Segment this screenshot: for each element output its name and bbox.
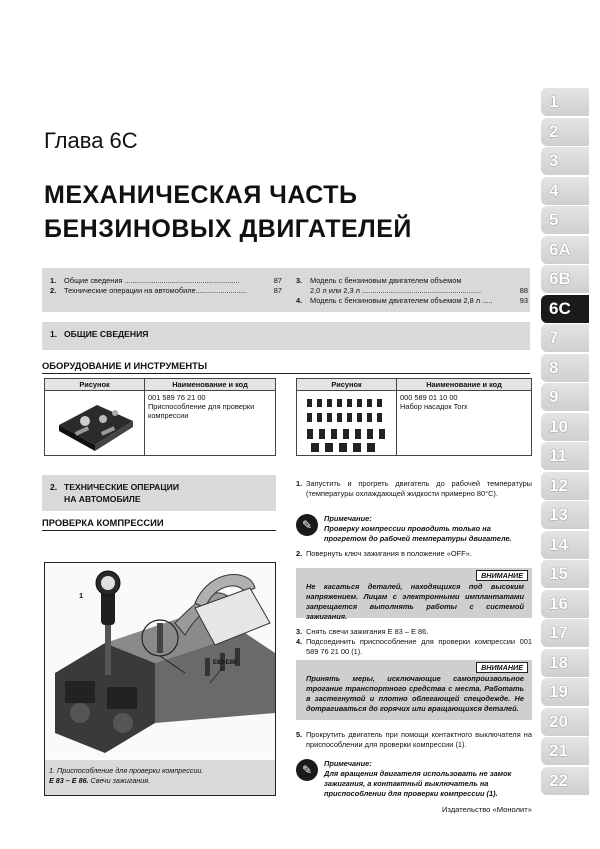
toc-text: Технические операции на автомобиле.........................	[64, 286, 247, 295]
step-text: Подсоединить приспособление для проверки компрессии 001 589 76 21 00 (1).	[306, 637, 532, 656]
page-title	[44, 178, 412, 246]
table-row	[45, 391, 275, 455]
step-number: 2.	[296, 549, 303, 558]
figure-label-1: 1	[79, 591, 84, 600]
toc-num	[296, 286, 310, 296]
torx-bit-set-image	[297, 391, 397, 455]
tab-12[interactable]: 12	[541, 472, 589, 500]
tool-description	[397, 391, 531, 455]
tab-2[interactable]: 2	[541, 118, 589, 146]
step-number: 4.	[296, 637, 303, 646]
tab-22[interactable]: 22	[541, 767, 589, 795]
toc-num: 2.	[50, 286, 57, 295]
toc-item[interactable]	[50, 286, 282, 296]
tool-name: Приспособление для проверки компрессии	[148, 402, 255, 420]
tools-table-left	[44, 378, 276, 456]
warning-text: Не касаться деталей, находящихся под высоким напряжением. Лицам с электронными имплантатами запрещается выполнять работы с системой зажигания.	[306, 582, 524, 621]
toc-item[interactable]	[296, 276, 528, 286]
tool-code: 000 589 01 10 00	[400, 393, 458, 402]
tab-14[interactable]: 14	[541, 531, 589, 559]
step-number: 3.	[296, 627, 303, 636]
warning-2	[296, 660, 532, 720]
compression-tester-image	[45, 391, 145, 455]
section-number: 1.	[50, 329, 58, 339]
step-3	[296, 627, 532, 637]
compression-heading: ПРОВЕРКА КОМПРЕССИИ	[42, 517, 276, 531]
toc-item[interactable]	[296, 286, 528, 296]
toc-text: Общие сведения ........................................................	[64, 276, 240, 285]
step-1	[296, 479, 532, 499]
tab-16[interactable]: 16	[541, 590, 589, 618]
tab-15[interactable]: 15	[541, 560, 589, 588]
section-number: 2.	[50, 482, 58, 492]
tab-13[interactable]: 13	[541, 501, 589, 529]
table-header	[45, 379, 275, 391]
col-picture: Рисунок	[297, 379, 397, 390]
tab-4[interactable]: 4	[541, 177, 589, 205]
step-2	[296, 549, 532, 559]
step-5	[296, 730, 532, 750]
tab-3[interactable]: 3	[541, 147, 589, 175]
publisher: Издательство «Монолит»	[441, 805, 532, 814]
step-text: Прокрутить двигатель при помощи контактного выключателя на приспособлении для проверки компрессии (1).	[306, 730, 532, 749]
toc-left	[50, 276, 282, 296]
toc-right	[296, 276, 528, 306]
warning-text: Принять меры, исключающие самопроизвольное трогание транспортного средства с места. Работать в застегнутой и плотно облегающей спецодежде. Не дотрагиваться до горячих или вращающихся деталей.	[306, 674, 524, 713]
chapter-tabs	[541, 88, 589, 796]
step-text: Снять свечи зажигания E 83 – E 86.	[306, 627, 429, 636]
toc-text: Модель с бензиновым двигателем объемом	[310, 276, 462, 285]
tab-19[interactable]: 19	[541, 678, 589, 706]
toc-item[interactable]	[296, 296, 528, 306]
section-2-header	[42, 475, 276, 511]
toc-page: 93	[519, 296, 528, 305]
table-row	[297, 391, 531, 455]
title-line-2: БЕНЗИНОВЫХ ДВИГАТЕЛЕЙ	[44, 215, 412, 243]
caption-line-1: 1. Приспособление для проверки компрессии.	[49, 766, 204, 775]
figure-label-e83-e86: E83-E86	[213, 660, 237, 666]
title-line-1: МЕХАНИЧЕСКАЯ ЧАСТЬ	[44, 181, 358, 209]
section-title-line-1: ТЕХНИЧЕСКИЕ ОПЕРАЦИИ	[64, 482, 180, 492]
equipment-heading: ОБОРУДОВАНИЕ И ИНСТРУМЕНТЫ	[42, 360, 530, 374]
info-icon: ✎	[296, 514, 318, 536]
tab-11[interactable]: 11	[541, 442, 589, 470]
toc-num: 3.	[296, 276, 303, 285]
note-1	[296, 514, 532, 544]
tab-5[interactable]: 5	[541, 206, 589, 234]
toc-item[interactable]	[50, 276, 282, 286]
tab-18[interactable]: 18	[541, 649, 589, 677]
toc-text: Модель с бензиновым двигателем объемом 2,8 л .....	[310, 296, 493, 305]
chapter-label: Глава 6С	[44, 128, 138, 153]
note-text: Проверку компрессии проводить только на прогретом до рабочей температуры двигателе.	[324, 524, 512, 543]
step-number: 1.	[296, 479, 303, 488]
tab-6a[interactable]: 6A	[541, 236, 589, 264]
tab-6c[interactable]: 6C	[541, 295, 589, 323]
figure-caption	[45, 760, 275, 795]
tab-6b[interactable]: 6B	[541, 265, 589, 293]
step-number: 5.	[296, 730, 303, 739]
tool-description	[145, 391, 275, 455]
toc-num: 4.	[296, 296, 303, 305]
warning-label: ВНИМАНИЕ	[476, 662, 528, 673]
tool-code: 001 589 76 21 00	[148, 393, 206, 402]
warning-label: ВНИМАНИЕ	[476, 570, 528, 581]
col-name-code: Наименование и код	[426, 380, 502, 389]
section-1-header	[42, 322, 530, 350]
caption-bold: E 83 – E 86.	[49, 776, 89, 785]
table-header	[297, 379, 531, 391]
tools-table-right	[296, 378, 532, 456]
table-of-contents	[42, 268, 530, 312]
col-name-code: Наименование и код	[172, 380, 248, 389]
tab-17[interactable]: 17	[541, 619, 589, 647]
step-text: Запустить и прогреть двигатель до рабочей температуры (температуры охлаждающей жидкости примерно 80°С).	[306, 479, 532, 498]
warning-1	[296, 568, 532, 621]
caption-text: Свечи зажигания.	[88, 776, 151, 785]
toc-page: 87	[273, 276, 282, 285]
toc-page: 88	[519, 286, 528, 295]
tab-8[interactable]: 8	[541, 354, 589, 382]
tab-9[interactable]: 9	[541, 383, 589, 411]
section-title-line-2: НА АВТОМОБИЛЕ	[64, 494, 141, 504]
tab-7[interactable]: 7	[541, 324, 589, 352]
tab-1[interactable]: 1	[541, 88, 589, 116]
note-2	[296, 759, 532, 799]
section-title: ОБЩИЕ СВЕДЕНИЯ	[64, 329, 149, 339]
col-picture: Рисунок	[45, 379, 145, 390]
note-heading: Примечание:	[324, 759, 372, 768]
caption-line-2	[49, 776, 271, 786]
tab-10[interactable]: 10	[541, 413, 589, 441]
tool-name: Набор насадок Torx	[400, 402, 468, 411]
step-text: Повернуть ключ зажигания в положение «OFF».	[306, 549, 472, 558]
tab-20[interactable]: 20	[541, 708, 589, 736]
note-heading: Примечание:	[324, 514, 372, 523]
toc-page: 87	[273, 286, 282, 295]
toc-page	[526, 276, 528, 286]
engine-figure	[44, 562, 276, 796]
note-text: Для вращения двигателя использовать не замок зажигания, а контактный выключатель на приспособлении для проверки компрессии (1).	[324, 769, 512, 798]
toc-num: 1.	[50, 276, 57, 285]
toc-text: 2,0 л или 2,3 л ..........................................................	[310, 286, 482, 295]
step-4	[296, 637, 532, 657]
info-icon: ✎	[296, 759, 318, 781]
tab-21[interactable]: 21	[541, 737, 589, 765]
